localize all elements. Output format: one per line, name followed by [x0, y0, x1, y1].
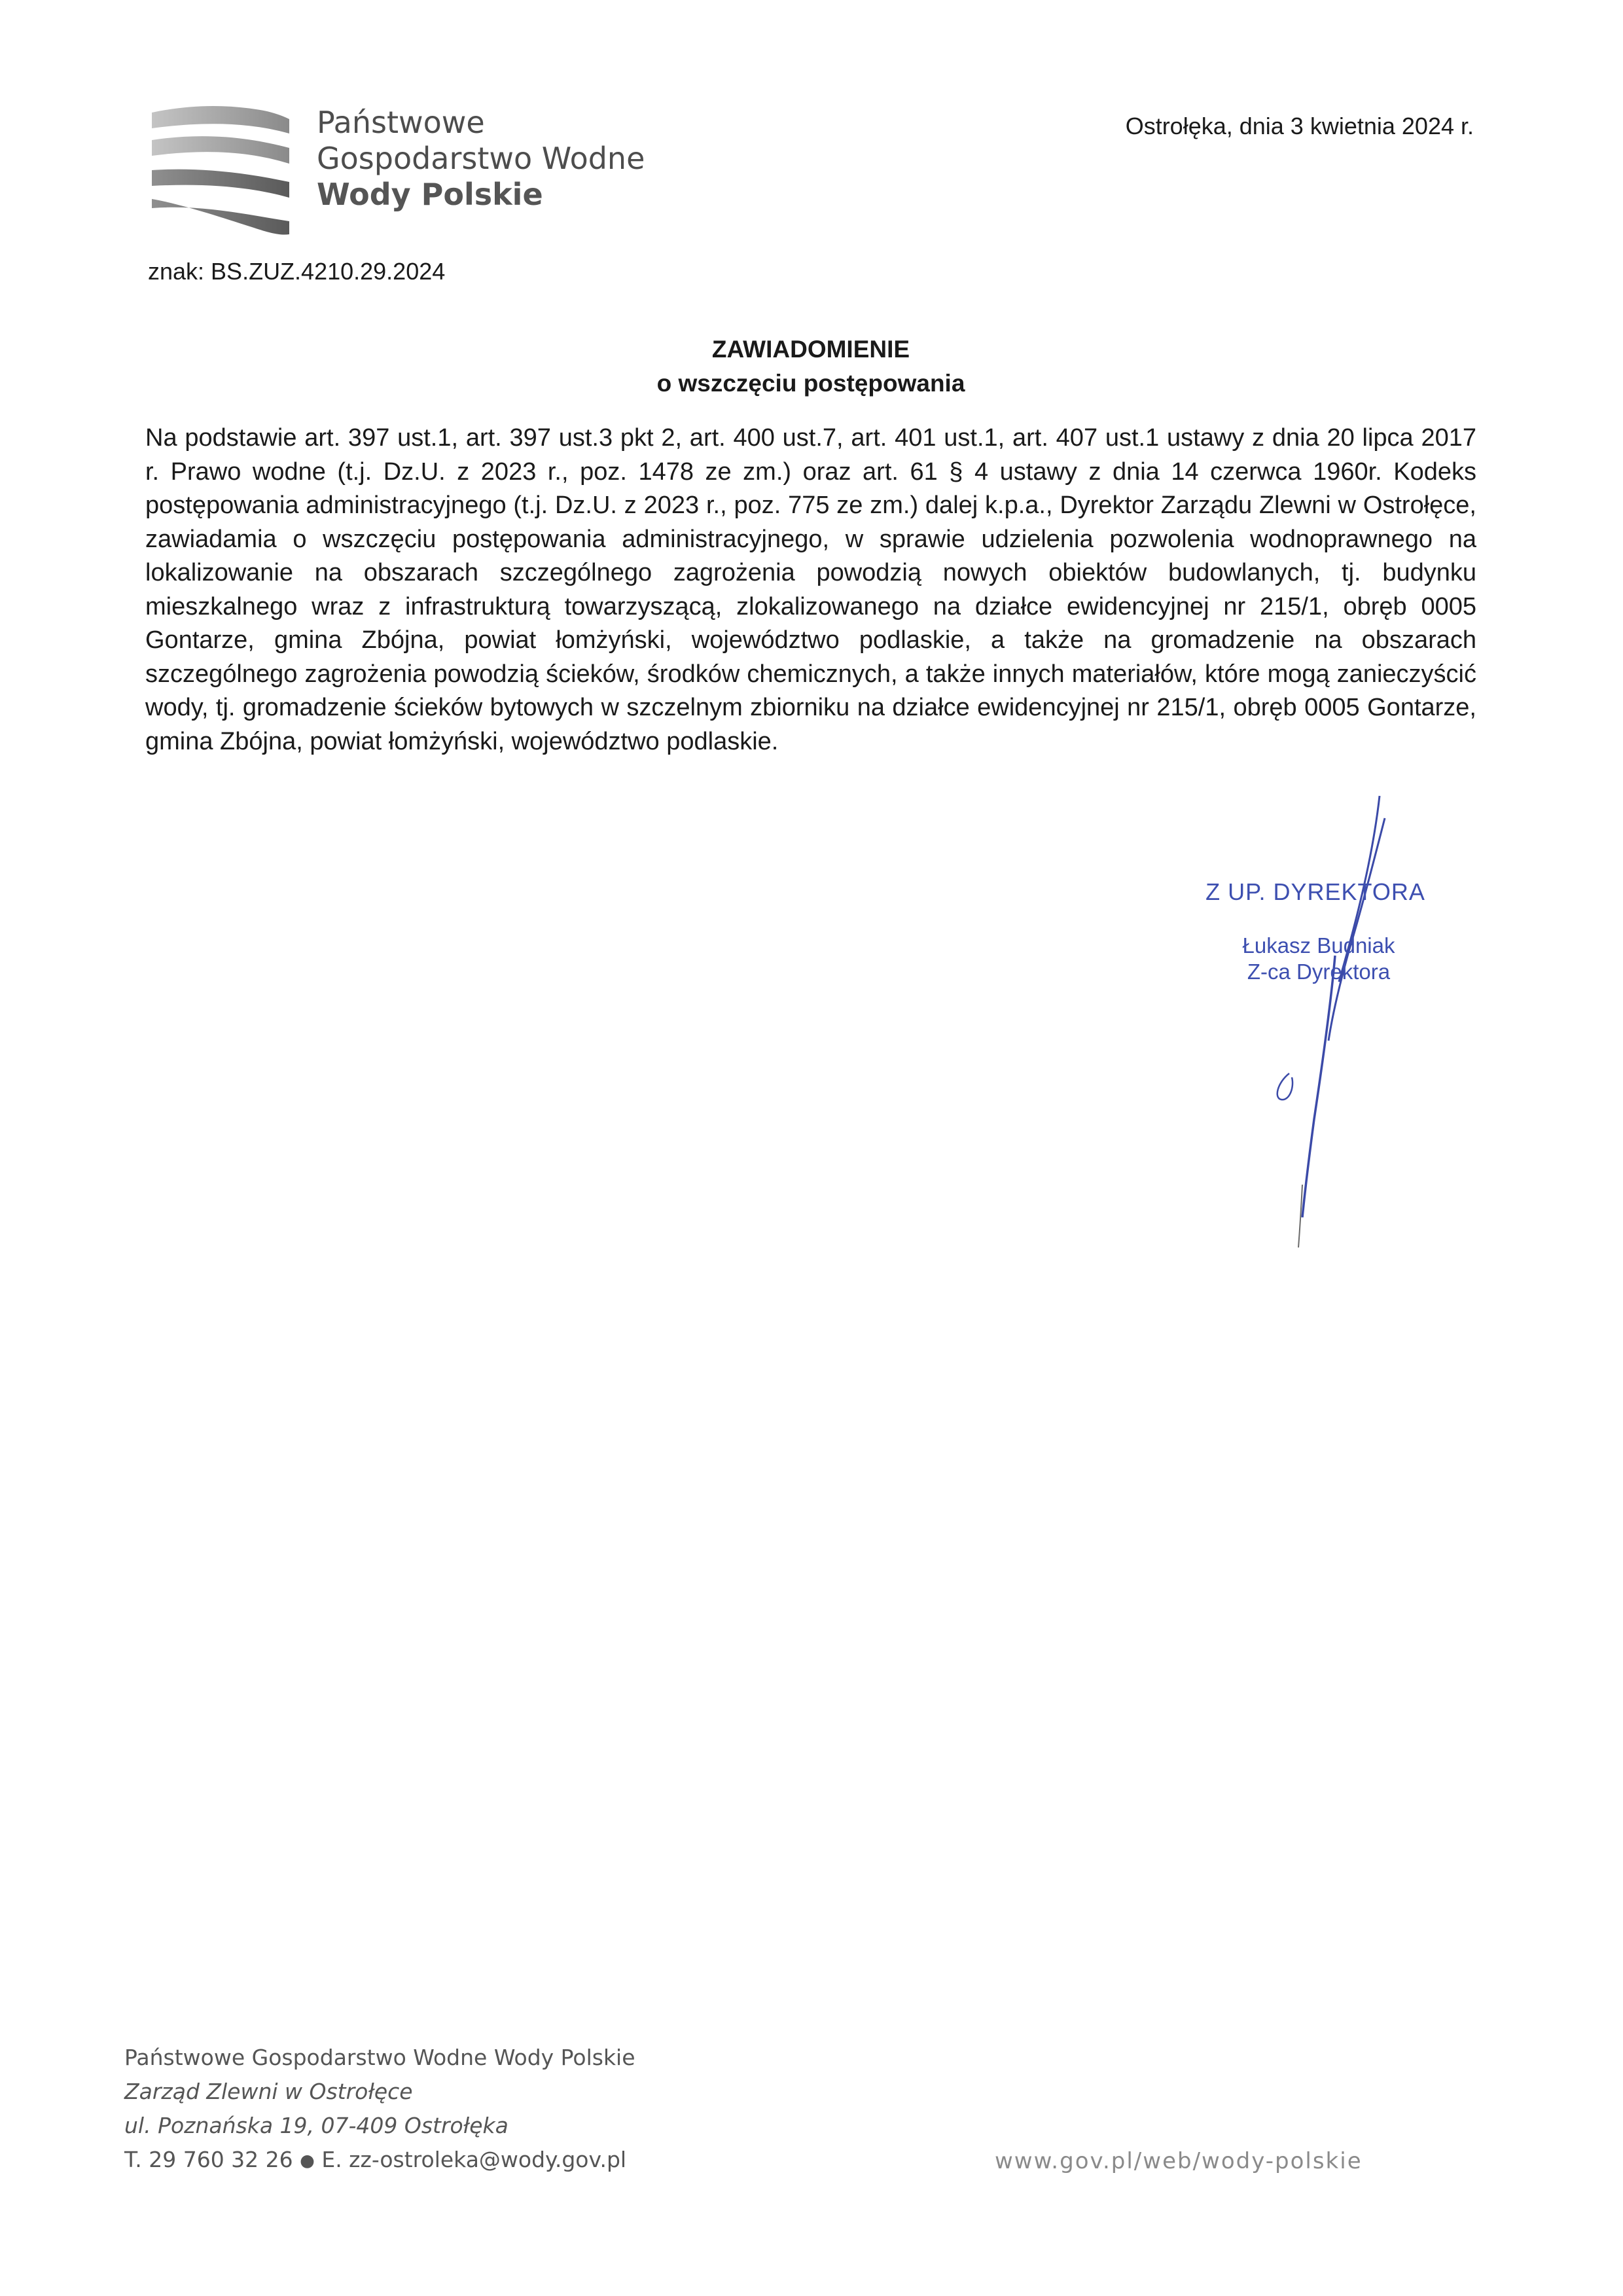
footer-phone-email — [124, 2143, 635, 2178]
footer-unit: Zarząd Zlewni w Ostrołęce — [124, 2079, 413, 2104]
stamp-signer-title: Z-ca Dyrektora — [1247, 960, 1391, 984]
footer-address: ul. Poznańska 19, 07-409 Ostrołęka — [124, 2113, 508, 2138]
footer-phone: T. 29 760 32 26 — [124, 2147, 293, 2172]
stamp-signer-name: Łukasz Budniak — [1242, 933, 1395, 958]
logo-wordmark — [317, 105, 645, 213]
handwritten-signature — [1204, 792, 1414, 1250]
footer-email[interactable]: E. zz-ostroleka@wody.gov.pl — [321, 2147, 627, 2172]
footer-website[interactable]: www.gov.pl/web/wody-polskie — [995, 2148, 1363, 2174]
stamp-authority: Z UP. DYREKTORA — [1205, 878, 1425, 905]
footer-contact — [124, 2041, 635, 2178]
title-heading: ZAWIADOMIENIE — [711, 336, 910, 363]
bullet-icon: ● — [300, 2151, 315, 2171]
logo-line-1: Państwowe — [317, 105, 485, 140]
reference-number: znak: BS.ZUZ.4210.29.2024 — [148, 258, 446, 285]
title-subheading: o wszczęciu postępowania — [656, 370, 965, 397]
logo-line-2: Gospodarstwo Wodne — [317, 141, 645, 177]
wody-polskie-logo-icon — [149, 99, 292, 242]
footer-organization: Państwowe Gospodarstwo Wodne Wody Polskie — [124, 2045, 635, 2070]
authorization-stamp — [1119, 878, 1472, 984]
place-and-date: Ostrołęka, dnia 3 kwietnia 2024 r. — [1125, 113, 1474, 139]
logo-line-3: Wody Polskie — [317, 177, 543, 213]
notice-body: Na podstawie art. 397 ust.1, art. 397 ust.3 pkt 2, art. 400 ust.7, art. 401 ust.1, art. 407 ust.1 ustawy z dnia 20 lipca 2017 r. Prawo wodne (t.j. Dz.U. z 2023 r., poz. 1478 ze zm.) oraz art. 61 § 4 ustawy z dnia 14 czerwca 1960r. Kodeks postępowania administracyjnego (t.j. Dz.U. z 2023 r., poz. 775 ze zm.) dalej k.p.a., Dyrektor Zarządu Zlewni w Ostrołęce, zawiadamia o wszczęciu postępowania administracyjnego, w sprawie udzielenia pozwolenia wodnoprawnego na lokalizowanie na obszarach szczególnego zagrożenia powodzią nowych obiektów budowlanych, tj. budynku mieszkalnego wraz z infrastrukturą towarzyszącą, zlokalizowanego na działce ewidencyjnej nr 215/1, obręb 0005 Gontarze, gmina Zbójna, powiat łomżyński, województwo podlaskie, a także na gromadzenie na obszarach szczególnego zagrożenia powodzią ścieków, środków chemicznych, a także innych materiałów, które mogą zanieczyścić wody, tj. gromadzenie ścieków bytowych w szczelnym zbiorniku na działce ewidencyjnej nr 215/1, obręb 0005 Gontarze, gmina Zbójna, powiat łomżyński, województwo podlaskie. — [145, 424, 1476, 755]
document-title — [148, 332, 1474, 401]
